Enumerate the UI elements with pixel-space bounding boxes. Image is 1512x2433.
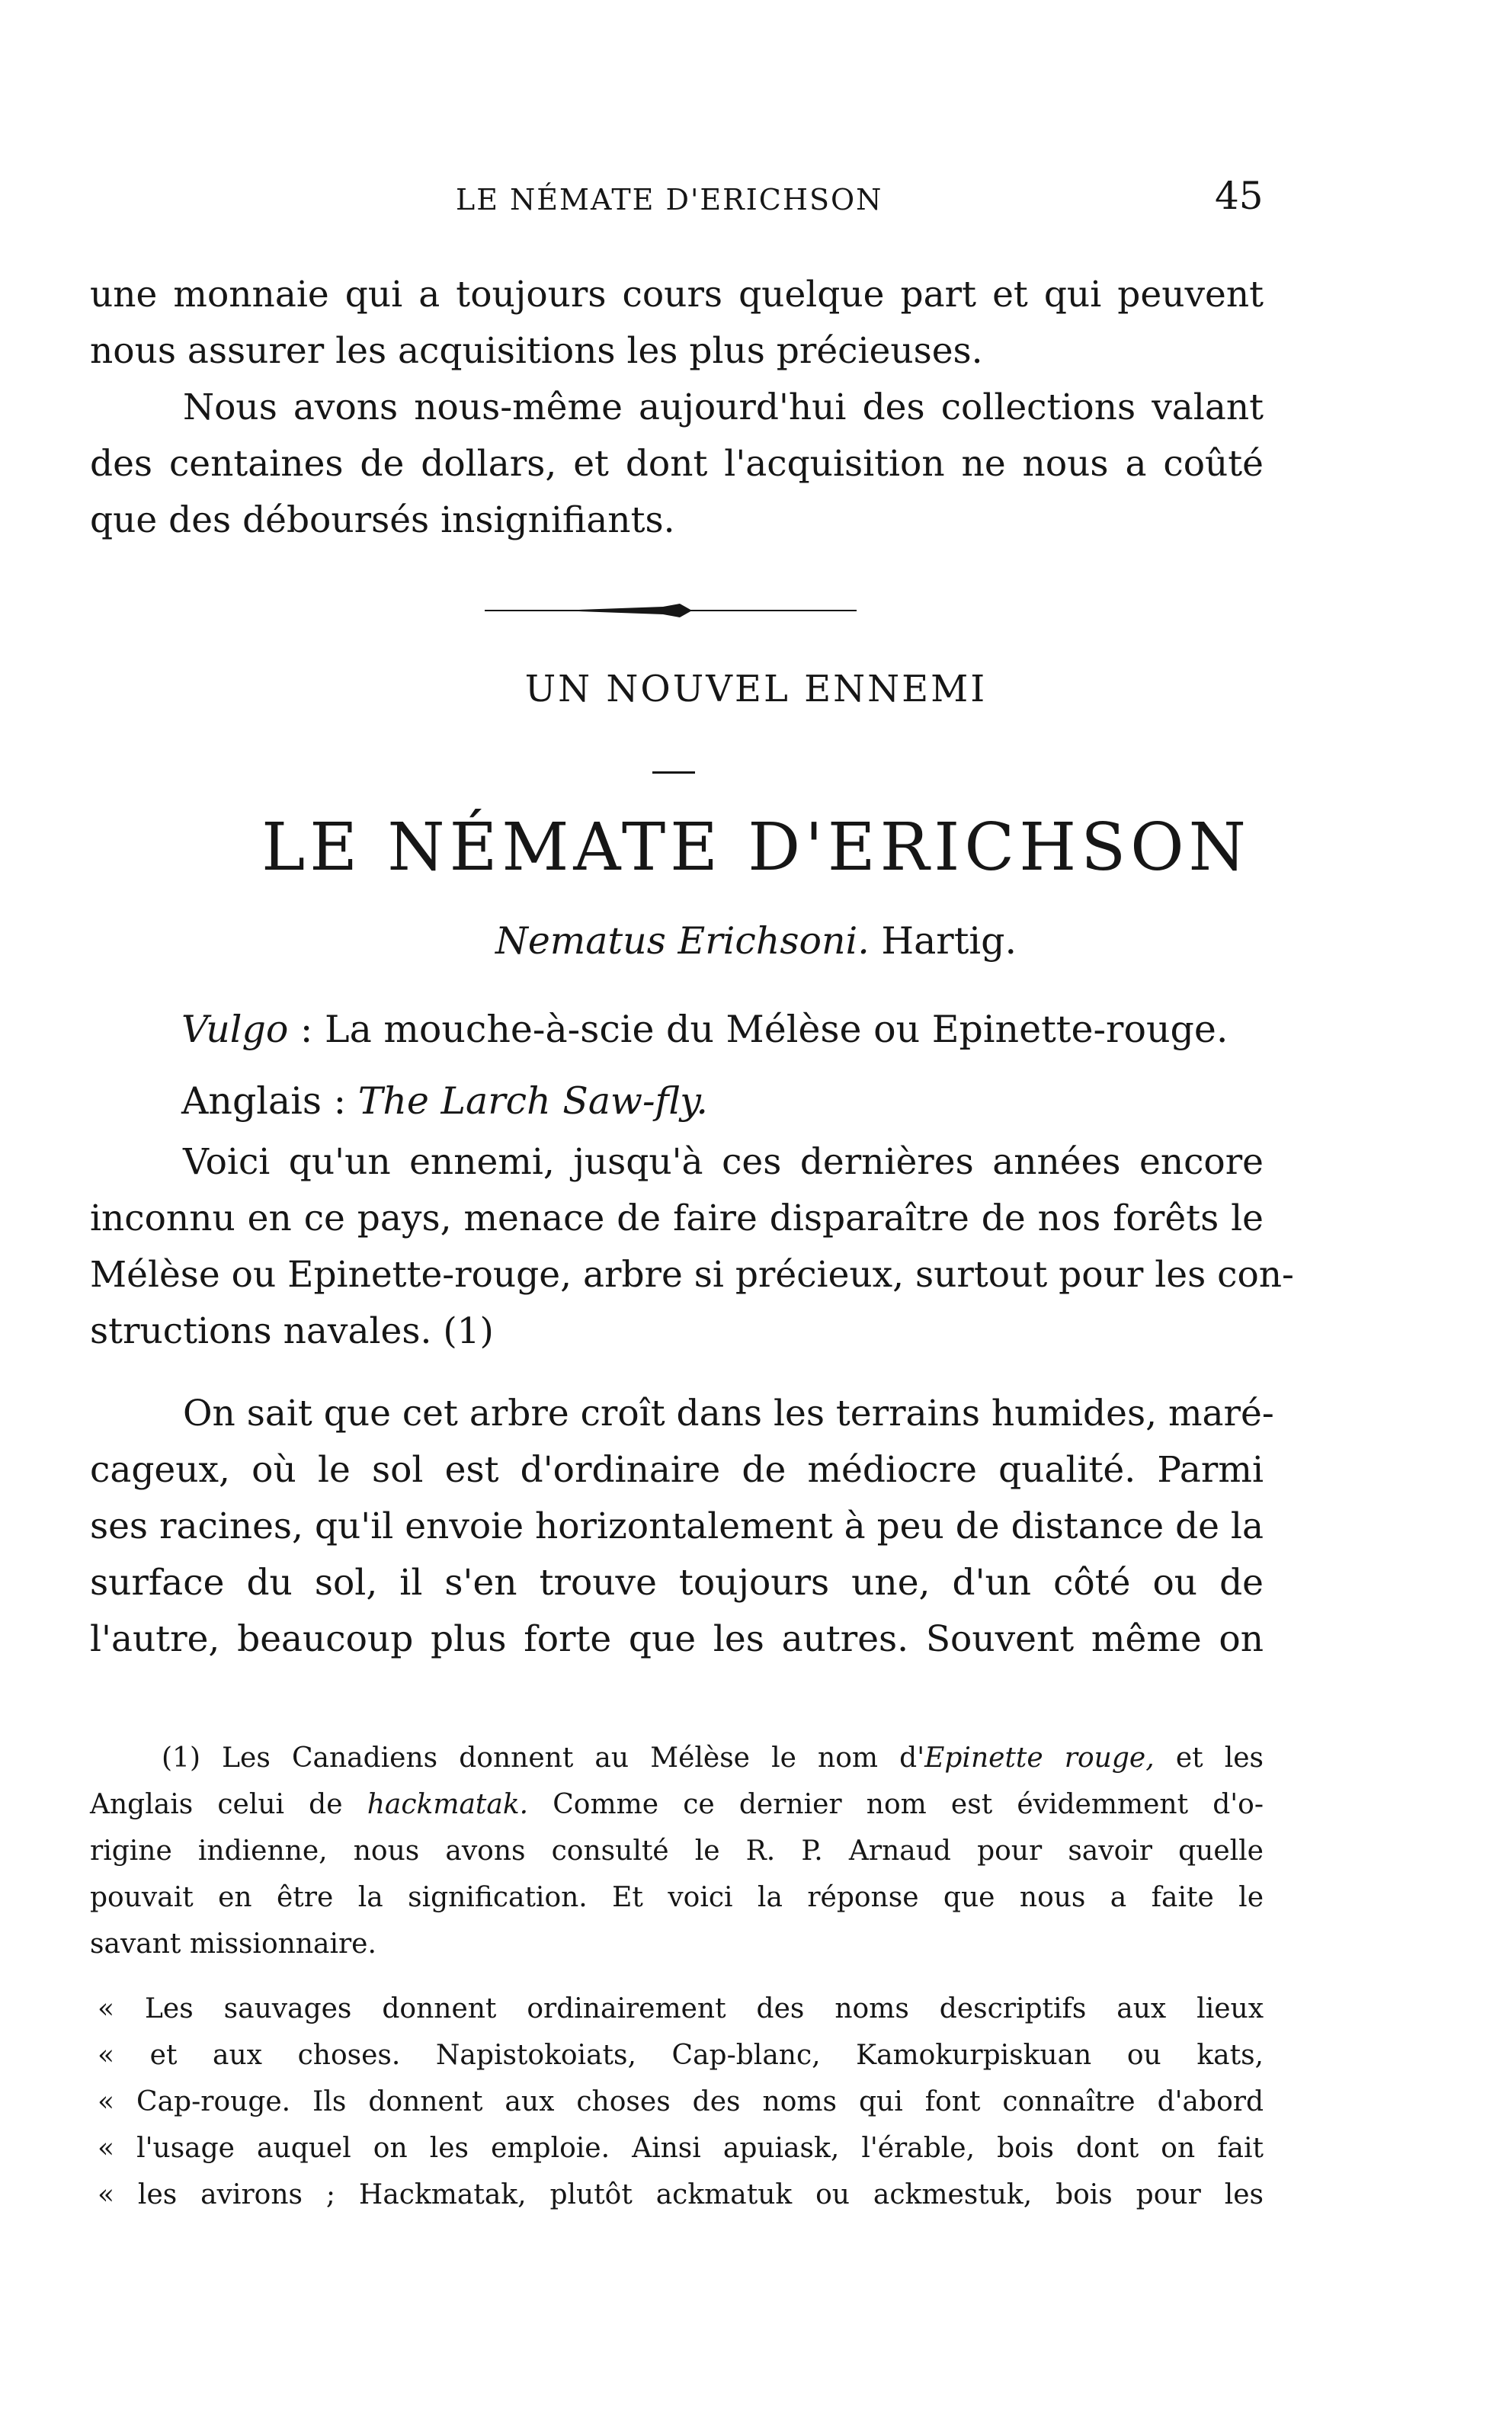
- section-heading: UN NOUVEL ENNEMI: [524, 668, 988, 710]
- text-line: Voici qu'un ennemi, jusqu'à ces dernières années encore: [183, 1141, 1264, 1183]
- footnote-line: pouvait en être la signification. Et voici la réponse que nous a faite le: [90, 1882, 1264, 1913]
- common-name-line: Vulgo : La mouche-à-scie du Mélèse ou Epinette-rouge.: [181, 1008, 1228, 1051]
- footnote-text: Anglais celui de: [90, 1789, 343, 1820]
- text-line: ses racines, qu'il envoie horizontalement à peu de distance de la: [90, 1505, 1264, 1547]
- text-line: que des déboursés insignifiants.: [90, 499, 675, 541]
- text-line: Nous avons nous-même aujourd'hui des collections valant: [183, 386, 1264, 428]
- footnote-line: rigine indienne, nous avons consulté le R. P. Arnaud pour savoir quelle: [90, 1835, 1264, 1867]
- anglais-text: The Larch Saw-fly.: [357, 1079, 708, 1123]
- article-title: LE NÉMATE D'ERICHSON: [261, 809, 1251, 886]
- quote-line: « l'usage auquel on les emploie. Ainsi apuiask, l'érable, bois dont on fait: [98, 2133, 1264, 2164]
- text-line: Mélèse ou Epinette-rouge, arbre si précieux, surtout pour les con-: [90, 1254, 1294, 1296]
- footnote: [90, 1735, 1264, 2218]
- footnote-line: [90, 1781, 1264, 1828]
- vulgo-text: La mouche-à-scie du Mélèse ou Epinette-rouge.: [325, 1008, 1228, 1051]
- text-line: une monnaie qui a toujours cours quelque part et qui peuvent: [90, 274, 1264, 316]
- text-line: structions navales. (1): [90, 1310, 494, 1352]
- article-paragraph-1: [90, 1134, 1294, 1360]
- text-line: l'autre, beaucoup plus forte que les autres. Souvent même on: [90, 1618, 1264, 1660]
- section-ornament: [480, 599, 861, 622]
- english-name-line: Anglais : The Larch Saw-fly.: [181, 1079, 708, 1123]
- scientific-name: Nematus Erichsoni.: [495, 919, 870, 963]
- quote-line: « et aux choses. Napistokoiats, Cap-blanc, Kamokurpiskuan ou kats,: [98, 2040, 1264, 2071]
- missionary-quote: [90, 1986, 1264, 2218]
- quote-line: « Les sauvages donnent ordinairement des noms descriptifs aux lieux: [98, 1993, 1264, 2024]
- quote-line: « Cap-rouge. Ils donnent aux choses des noms qui font connaître d'abord: [98, 2086, 1264, 2117]
- text-line: inconnu en ce pays, menace de faire disparaître de nos forêts le: [90, 1197, 1264, 1239]
- page-header: [0, 174, 1512, 223]
- scientific-name-line: [0, 919, 1512, 963]
- quote-line: « les avirons ; Hackmatak, plutôt ackmatuk ou ackmestuk, bois pour les: [98, 2179, 1264, 2210]
- footnote-text: Comme ce dernier nom est évidemment d'o-: [553, 1789, 1264, 1820]
- text-line: surface du sol, il s'en trouve toujours une, d'un côté ou de: [90, 1562, 1264, 1604]
- footnote-italic: hackmatak.: [367, 1789, 529, 1820]
- footnote-text: et les: [1175, 1742, 1264, 1774]
- anglais-label: Anglais: [181, 1079, 322, 1123]
- text-line: cageux, où le sol est d'ordinaire de médiocre qualité. Parmi: [90, 1449, 1264, 1491]
- footnote-text: Les Canadiens donnent au Mélèse le nom d': [222, 1742, 925, 1774]
- page-number: 45: [1215, 174, 1264, 218]
- intro-text: [90, 267, 1264, 549]
- text-line: nous assurer les acquisitions les plus précieuses.: [90, 330, 983, 372]
- footnote-line: savant missionnaire.: [90, 1928, 376, 1960]
- heading-rule: [652, 771, 695, 774]
- vulgo-label: Vulgo: [181, 1008, 289, 1051]
- footnote-italic: Epinette rouge,: [924, 1742, 1155, 1774]
- species-author: Hartig.: [881, 919, 1017, 963]
- article-paragraph-2: [90, 1386, 1274, 1668]
- footnote-line: [90, 1735, 1264, 1781]
- footnote-marker: (1): [162, 1742, 200, 1774]
- text-line: On sait que cet arbre croît dans les terrains humides, maré-: [183, 1393, 1274, 1434]
- running-title: LE NÉMATE D'ERICHSON: [456, 183, 883, 216]
- text-line: des centaines de dollars, et dont l'acquisition ne nous a coûté: [90, 443, 1264, 485]
